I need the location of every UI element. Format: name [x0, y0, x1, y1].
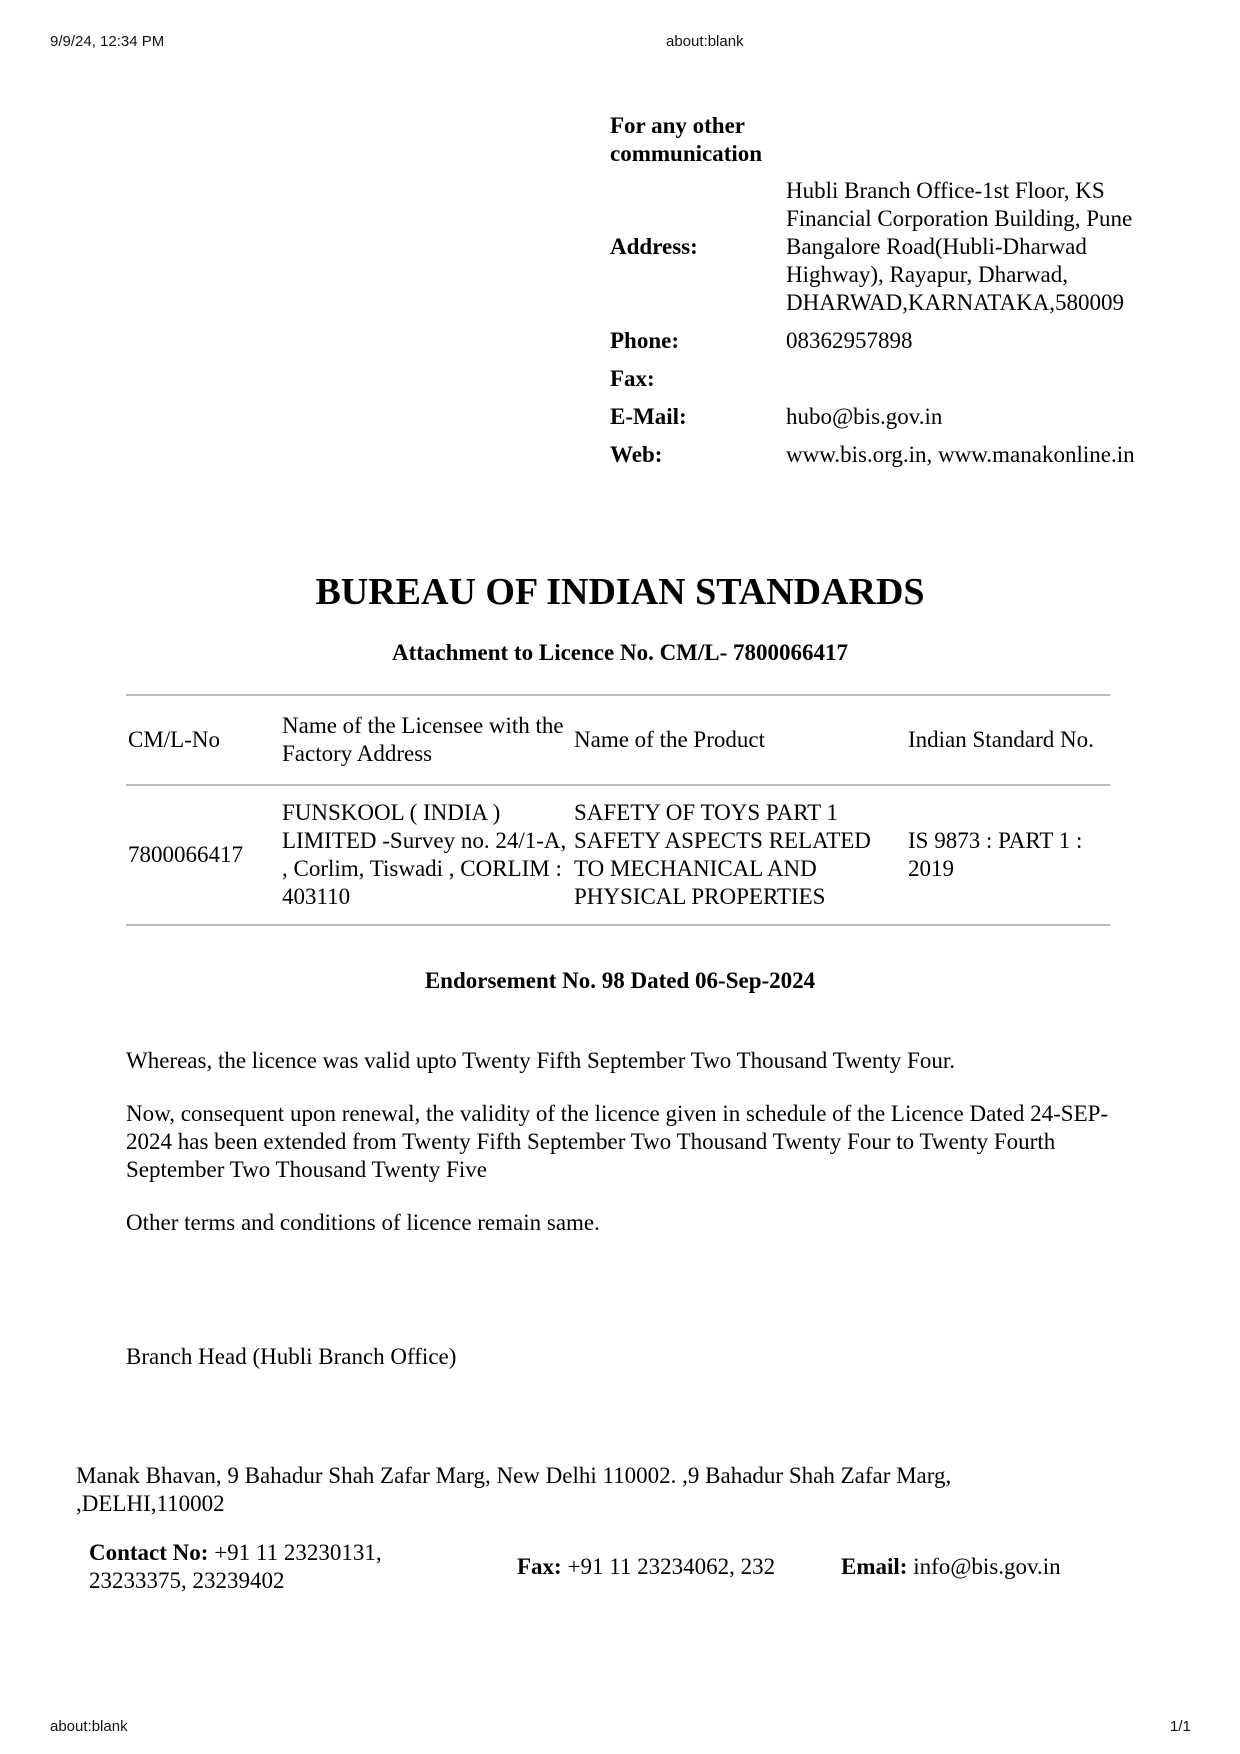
contact-no-value: +91 11 23230131, 23233375, 23239402: [89, 1540, 382, 1593]
footer-address: Manak Bhavan, 9 Bahadur Shah Zafar Marg, New Delhi 110002. ,9 Bahadur Shah Zafar Marg, ,DELHI,110002: [76, 1463, 952, 1516]
address-value: Hubli Branch Office-1st Floor, KS Financial Corporation Building, Pune Bangalore Road(Hubli-Dharwad Highway), Rayapur, Dharwad, DHARWAD,KARNATAKA,580009: [786, 178, 1133, 315]
footer-email-value: info@bis.gov.in: [913, 1554, 1061, 1579]
table-header-row: [126, 695, 1110, 785]
browser-print-header: [0, 33, 1240, 57]
licence-table: [126, 694, 1110, 926]
footer-contact-no: [89, 1539, 449, 1595]
header-product: Name of the Product: [574, 727, 765, 752]
footer-fax-label: Fax:: [517, 1554, 562, 1579]
cell-licensee: FUNSKOOL ( INDIA ) LIMITED -Survey no. 24/1-A, , Corlim, Tiswadi , CORLIM : 403110: [282, 800, 567, 909]
contact-block: [610, 112, 1170, 479]
header-cml-no: CM/L-No: [128, 727, 220, 752]
document-title: BUREAU OF INDIAN STANDARDS: [315, 571, 925, 613]
print-datetime: 9/9/24, 12:34 PM: [50, 33, 165, 50]
contact-heading: For any other communication: [610, 113, 763, 166]
address-label: Address:: [610, 234, 698, 259]
phone-label: Phone:: [610, 328, 679, 353]
header-licensee: Name of the Licensee with the Factory Address: [282, 713, 564, 766]
footer-fax: [517, 1553, 817, 1581]
paragraph-terms: Other terms and conditions of licence remain same.: [126, 1210, 600, 1235]
browser-print-footer: [0, 1718, 1240, 1742]
contact-row-web: [610, 441, 1170, 469]
web-label: Web:: [610, 442, 663, 467]
contact-row-address: [610, 177, 1170, 317]
footer-email: [841, 1553, 1141, 1581]
contact-row-phone: [610, 327, 1170, 355]
page-number: 1/1: [1170, 1718, 1191, 1735]
contact-row-email: [610, 403, 1170, 431]
footer-email-label: Email:: [841, 1554, 908, 1579]
cell-product: SAFETY OF TOYS PART 1 SAFETY ASPECTS RELATED TO MECHANICAL AND PHYSICAL PROPERTIES: [574, 800, 871, 909]
cell-standard: IS 9873 : PART 1 : 2019: [908, 828, 1083, 881]
email-label: E-Mail:: [610, 404, 687, 429]
signature-line: Branch Head (Hubli Branch Office): [126, 1344, 457, 1369]
attachment-title: Attachment to Licence No. CM/L- 7800066417: [391, 640, 849, 665]
web-value: www.bis.org.in, www.manakonline.in: [786, 442, 1135, 467]
footer-print-url: about:blank: [50, 1718, 128, 1735]
paragraph-renewal: Now, consequent upon renewal, the validity of the licence given in schedule of the Licence Dated 24-SEP-2024 has been extended from Twenty Fifth September Two Thousand Twenty Four to Twenty Fourth September Two Thousand Twenty Five: [126, 1101, 1109, 1182]
contact-no-label: Contact No:: [89, 1540, 209, 1565]
email-value: hubo@bis.gov.in: [786, 404, 943, 429]
phone-value: 08362957898: [786, 328, 913, 353]
print-url: about:blank: [666, 33, 744, 50]
table-row: [126, 785, 1110, 925]
endorsement-title: Endorsement No. 98 Dated 06-Sep-2024: [424, 968, 816, 993]
fax-label: Fax:: [610, 366, 655, 391]
paragraph-validity: Whereas, the licence was valid upto Twenty Fifth September Two Thousand Twenty Four.: [126, 1048, 955, 1073]
header-standard: Indian Standard No.: [908, 727, 1094, 752]
footer-fax-value: +91 11 23234062, 232: [567, 1554, 776, 1579]
contact-row-fax: [610, 365, 1170, 393]
cell-cml-no: 7800066417: [128, 842, 243, 867]
